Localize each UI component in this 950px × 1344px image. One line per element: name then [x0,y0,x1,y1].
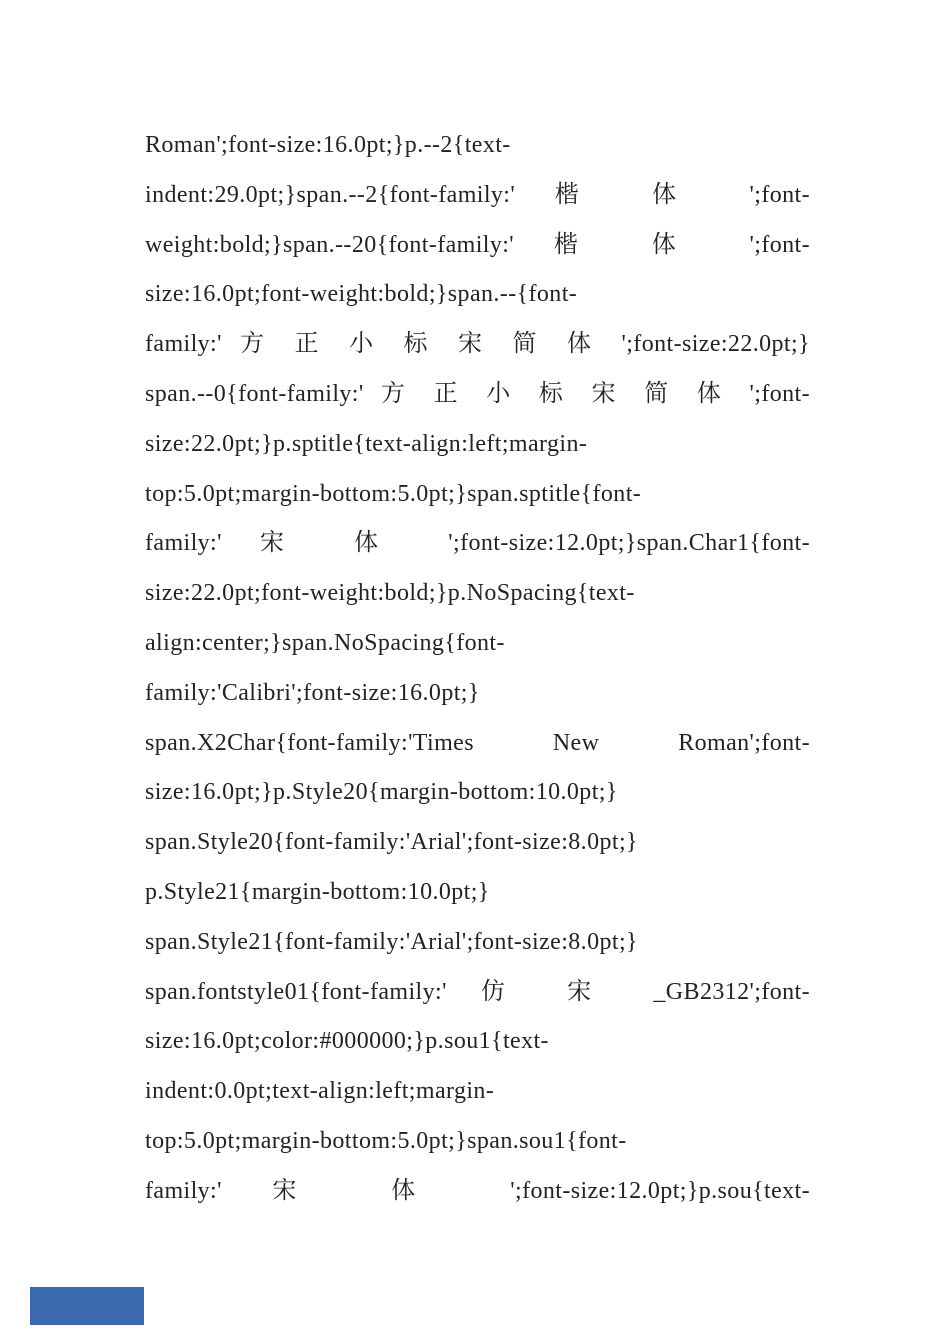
text-line: indent:0.0pt;text-align:left;margin- [145,1078,495,1105]
text-line: Roman';font-size:16.0pt;}p.--2{text- [145,132,511,158]
document-text-block [145,121,810,1217]
text-line: span.fontstyle01{font-family:' 仿 宋 _GB2312';font- [145,978,810,1005]
text-line: size:22.0pt;}p.sptitle{text-align:left;margin- [145,430,588,457]
text-line: p.Style21{margin-bottom:10.0pt;} [145,878,490,905]
text-line: align:center;}span.NoSpacing{font- [145,629,505,656]
text-line: span.--0{font-family:' 方 正 小 标 宋 简 体 ';font- [145,380,810,407]
text-line: top:5.0pt;margin-bottom:5.0pt;}span.sou1{font- [145,1127,627,1154]
text-line: weight:bold;}span.--20{font-family:' 楷 体 ';font- [145,231,810,258]
text-line: span.Style20{font-family:'Arial';font-size:8.0pt;} [145,829,638,856]
text-line: indent:29.0pt;}span.--2{font-family:' 楷 体 ';font- [145,181,810,208]
text-line: size:16.0pt;}p.Style20{margin-bottom:10.0pt;} [145,779,618,806]
footer-blue-bar [30,1287,144,1325]
text-line: top:5.0pt;margin-bottom:5.0pt;}span.sptitle{font- [145,480,642,507]
text-line: family:'Calibri';font-size:16.0pt;} [145,679,480,706]
text-line: span.Style21{font-family:'Arial';font-size:8.0pt;} [145,928,638,955]
text-line: family:' 宋 体 ';font-size:12.0pt;}p.sou{text- [145,1177,810,1204]
text-line: size:16.0pt;font-weight:bold;}span.--{font- [145,281,578,308]
text-line: size:22.0pt;font-weight:bold;}p.NoSpacing{text- [145,580,635,607]
text-line: span.X2Char{font-family:'Times New Roman';font- [145,729,810,756]
text-line: family:' 宋 体 ';font-size:12.0pt;}span.Char1{font- [145,530,810,557]
text-line: family:' 方 正 小 标 宋 简 体 ';font-size:22.0pt;} [145,331,810,358]
text-line: size:16.0pt;color:#000000;}p.sou1{text- [145,1028,549,1055]
